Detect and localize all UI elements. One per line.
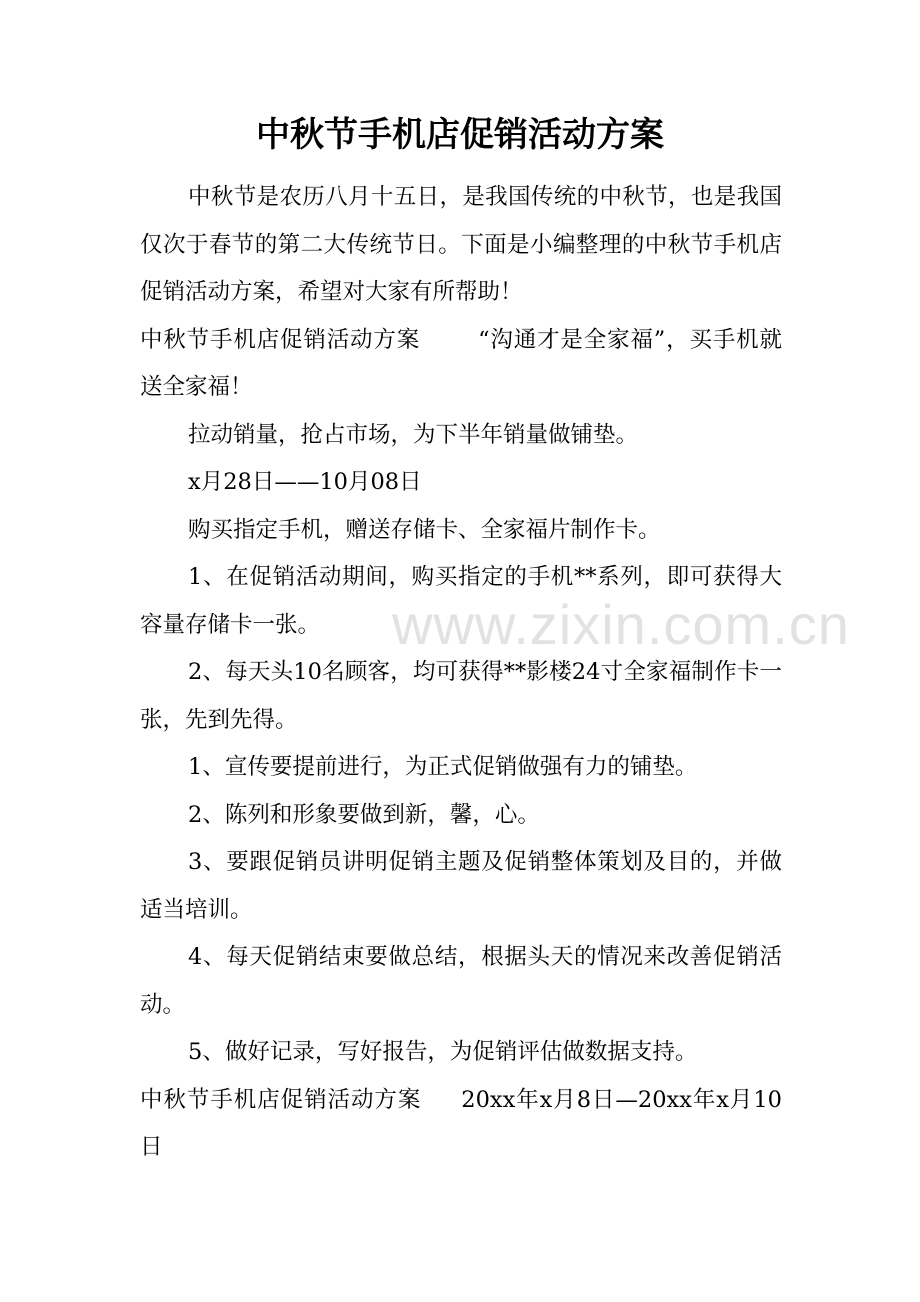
purpose-paragraph: 拉动销量，抢占市场，为下半年销量做铺垫。 [188, 421, 639, 448]
requirement-item: 3、要跟促销员讲明促销主题及促销整体策划及目的，并做适当培训。 [140, 849, 782, 923]
section1-line [140, 317, 782, 412]
section2-dates: 20xx年x月8日—20xx年x月10日 [140, 1086, 782, 1160]
document-body [140, 174, 782, 1172]
section2-line [140, 1077, 782, 1172]
offer-item: 2、每天头10名顾客，均可获得**影楼24寸全家福制作卡一张，先到先得。 [140, 659, 782, 733]
requirement-item: 4、每天促销结束要做总结，根据头天的情况来改善促销活动。 [140, 944, 782, 1018]
section1-heading: 中秋节手机店促销活动方案 [140, 326, 421, 353]
section2-heading: 中秋节手机店促销活动方案 [140, 1086, 422, 1113]
offer-item: 1、在促销活动期间，购买指定的手机**系列，即可获得大容量存储卡一张。 [140, 564, 782, 638]
document-title: 中秋节手机店促销活动方案 [256, 115, 664, 155]
requirement-item: 2、陈列和形象要做到新，馨，心。 [188, 801, 540, 828]
requirement-item: 1、宣传要提前进行，为正式促销做强有力的铺垫。 [188, 754, 698, 780]
intro-paragraph: 中秋节是农历八月十五日，是我国传统的中秋节，也是我国仅次于春节的第二大传统节日。下面是小编整理的中秋节手机店促销活动方案，希望对大家有所帮助！ [140, 184, 782, 305]
requirement-item: 5、做好记录，写好报告，为促销评估做数据支持。 [188, 1039, 698, 1065]
section1-theme: “沟通才是全家福”，买手机就送全家福！ [140, 326, 782, 400]
period-paragraph: x月28日——10月08日 [188, 469, 422, 495]
content-paragraph: 购买指定手机，赠送存储卡、全家福片制作卡。 [188, 516, 661, 543]
watermark: www.zixin.com.cn [392, 593, 850, 656]
